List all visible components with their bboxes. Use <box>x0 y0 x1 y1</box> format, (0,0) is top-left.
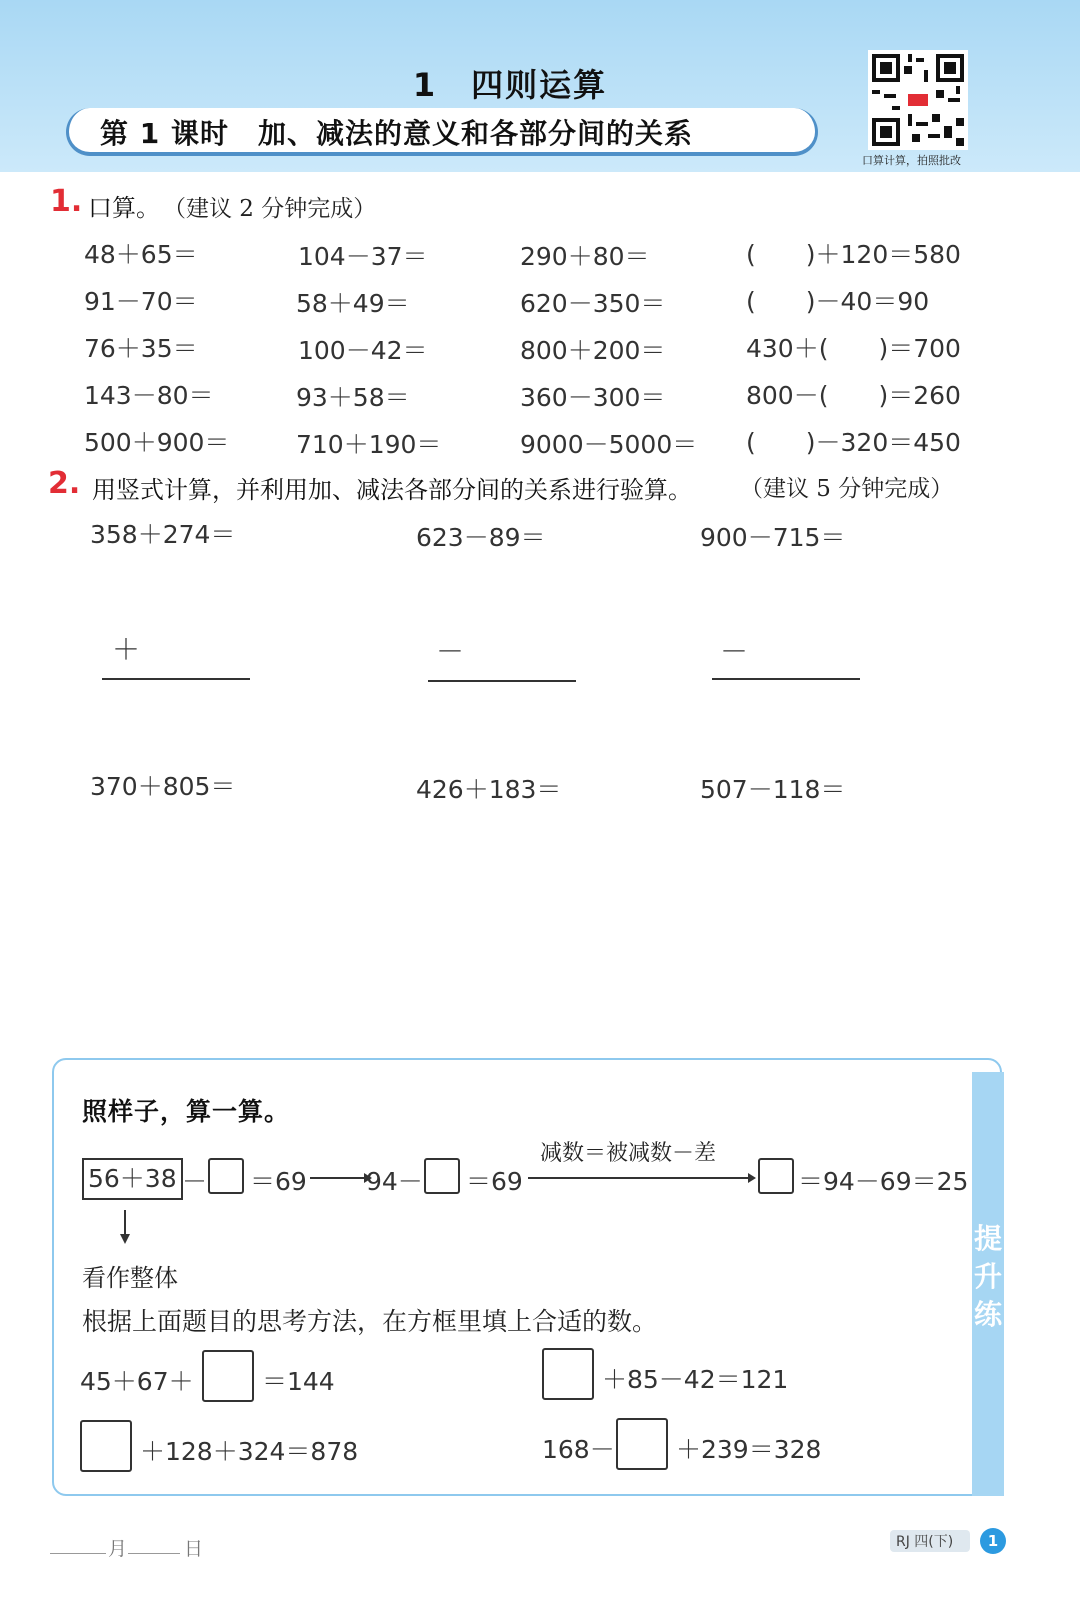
practice-problem-right: ＋128＋324＝878 <box>140 1437 359 1466</box>
vertical-answer-line[interactable] <box>102 678 250 680</box>
oral-calc-item: 143－80＝ <box>84 381 214 410</box>
oral-calc-item: ( )－320＝450 <box>746 428 961 457</box>
side-label: 提升练 <box>974 1222 1003 1331</box>
vertical-calc-problem: 507－118＝ <box>700 775 846 804</box>
example-eq1: ＝69 <box>250 1167 307 1196</box>
right-arrow-icon <box>310 1168 372 1188</box>
oral-calc-item: ( )－40＝90 <box>746 287 930 316</box>
oral-calc-item: 620－350＝ <box>520 289 666 318</box>
oral-calc-item: 360－300＝ <box>520 383 666 412</box>
qr-code-icon[interactable] <box>868 50 968 150</box>
vertical-calc-problem: 426＋183＝ <box>416 775 562 804</box>
example-boxed-expression: 56＋38 <box>82 1158 183 1200</box>
long-right-arrow-icon <box>528 1168 756 1188</box>
section-1-number: 1. <box>50 184 83 219</box>
practice-problem-left: 168－ <box>542 1435 615 1464</box>
oral-calc-item: 48＋65＝ <box>84 240 198 269</box>
oral-calc-item: 500＋900＝ <box>84 428 230 457</box>
practice-answer-box[interactable] <box>616 1418 668 1470</box>
practice-problem-right: ＋85－42＝121 <box>602 1365 789 1394</box>
vertical-calc-problem: 900－715＝ <box>700 523 846 552</box>
example-answer-box[interactable] <box>758 1158 794 1194</box>
oral-calc-item: 290＋80＝ <box>520 242 650 271</box>
oral-calc-item: 76＋35＝ <box>84 334 198 363</box>
section-2-number: 2. <box>48 466 81 501</box>
down-arrow-icon <box>118 1210 132 1244</box>
oral-calc-item: 93＋58＝ <box>296 383 410 412</box>
vertical-operator: － <box>720 635 749 668</box>
book-tag: RJ 四(下) <box>896 1534 954 1550</box>
qr-caption: 口算计算，拍照批改 <box>862 154 961 167</box>
example-answer-box[interactable] <box>424 1158 460 1194</box>
down-label: 看作整体 <box>82 1264 178 1292</box>
oral-calc-item: 100－42＝ <box>298 336 428 365</box>
lesson-title: 第 1 课时 加、减法的意义和各部分间的关系 <box>100 117 693 150</box>
month-blank[interactable] <box>50 1553 106 1554</box>
page-number: 1 <box>980 1528 1006 1554</box>
example-arrow-result: 94－ <box>366 1167 423 1196</box>
practice-answer-box[interactable] <box>80 1420 132 1472</box>
example-eq2: ＝69 <box>466 1167 523 1196</box>
oral-calc-item: 104－37＝ <box>298 242 428 271</box>
example-minus: － <box>182 1167 208 1196</box>
practice-problem-right: ＝144 <box>262 1367 335 1396</box>
practice-problem-right: ＋239＝328 <box>676 1435 822 1464</box>
oral-calc-item: 9000－5000＝ <box>520 430 698 459</box>
chapter-title: 1 四则运算 <box>412 66 608 104</box>
month-label: 月 <box>108 1538 128 1560</box>
section-1-title: 口算。 <box>88 194 160 222</box>
vertical-calc-problem: 623－89＝ <box>416 523 546 552</box>
example-answer-box[interactable] <box>208 1158 244 1194</box>
vertical-answer-line[interactable] <box>712 678 860 680</box>
example-rule: 减数＝被减数－差 <box>540 1141 717 1166</box>
oral-calc-item: 710＋190＝ <box>296 430 442 459</box>
oral-calc-item: 430＋( )＝700 <box>746 334 961 363</box>
example-final: ＝94－69＝25 <box>798 1167 969 1196</box>
oral-calc-item: 91－70＝ <box>84 287 198 316</box>
section-2-title: 用竖式计算，并利用加、减法各部分间的关系进行验算。 <box>92 476 692 504</box>
vertical-calc-problem: 370＋805＝ <box>90 772 236 801</box>
vertical-answer-line[interactable] <box>428 680 576 682</box>
practice-answer-box[interactable] <box>542 1348 594 1400</box>
improve-title: 照样子，算一算。 <box>82 1097 291 1126</box>
practice-answer-box[interactable] <box>202 1350 254 1402</box>
day-label: 日 <box>184 1538 204 1560</box>
section-1-hint: （建议 2 分钟完成） <box>163 196 377 222</box>
vertical-operator: ＋ <box>112 633 141 666</box>
oral-calc-item: 58＋49＝ <box>296 289 410 318</box>
oral-calc-item: ( )＋120＝580 <box>746 240 961 269</box>
section-2-hint: （建议 5 分钟完成） <box>740 476 954 502</box>
day-blank[interactable] <box>128 1553 180 1554</box>
oral-calc-item: 800－( )＝260 <box>746 381 961 410</box>
oral-calc-item: 800＋200＝ <box>520 336 666 365</box>
instruction-text: 根据上面题目的思考方法，在方框里填上合适的数。 <box>82 1307 658 1336</box>
vertical-operator: － <box>436 635 465 668</box>
vertical-calc-problem: 358＋274＝ <box>90 520 236 549</box>
practice-problem-left: 45＋67＋ <box>80 1367 194 1396</box>
